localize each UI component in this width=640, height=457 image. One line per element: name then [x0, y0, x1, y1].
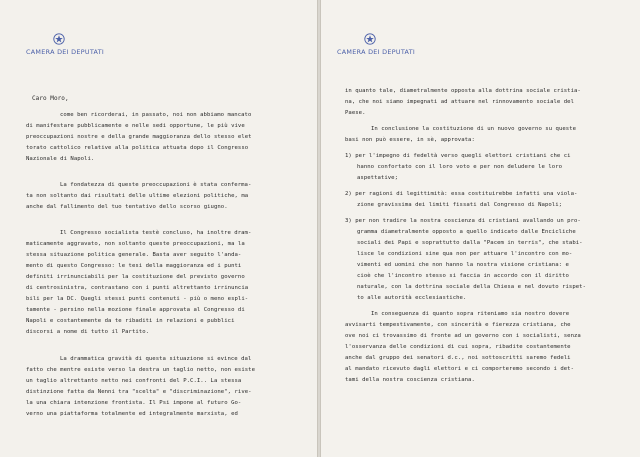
letter-line: Paese.	[345, 110, 366, 116]
letter-line: avvisarti tempestivamente, con sincerità e fierezza cristiana, che	[345, 322, 571, 328]
letter-line: fatto che mentre esiste verso la destra un taglio netto, non esiste	[26, 367, 255, 373]
letterhead-text: CAMERA DEI DEPUTATI	[337, 48, 416, 56]
letter-line: La fondatezza di queste preoccupazioni è stata conferma-	[60, 182, 252, 188]
italian-republic-emblem-icon	[364, 33, 376, 45]
letter-line: al mandato ricevuto dagli elettori e ci comporteremo secondo i det-	[345, 366, 574, 372]
letter-line: Il Congresso socialista testè concluso, ha inoltre dram-	[60, 230, 252, 236]
letter-line: naturale, con la dottrina sociale della Chiesa e nel dovuto rispet-	[357, 284, 586, 290]
letter-line: sociali dei Papi e soprattutto dalla "Pacem in terris", che stabi-	[357, 240, 583, 246]
letter-line: zione gravissima dei limiti fissati dal Congresso di Napoli;	[357, 202, 563, 208]
letter-line: 3) per non tradire la nostra coscienza di cristiani avallando un pro-	[345, 218, 581, 224]
letter-line: vimenti ed uomini che non hanno la nostra visione cristiana: e	[357, 262, 569, 268]
letter-line: tami della nostra coscienza cristiana.	[345, 377, 475, 383]
letter-line: torato cattolico relative alla politica attuata dopo il Congresso	[26, 145, 249, 151]
letter-line: l'osservanza delle condizioni di cui sopra, ribadite costantemente	[345, 344, 571, 350]
letter-line: to alle autorità ecclesiastiche.	[357, 295, 467, 301]
letter-line: ove noi ci trovassimo di fronte ad un governo con i socialisti, senza	[345, 333, 581, 339]
letter-page-left	[0, 0, 318, 457]
letter-line: ta non soltanto dai risultati delle ultime elezioni politiche, ma	[26, 193, 249, 199]
letter-line: la una chiara intenzione frontista. Il Psi impone al futuro Go-	[26, 400, 242, 406]
letter-line: cioè che l'incontro stesso si faccia in accordo con il diritto	[357, 273, 569, 279]
letter-line: La drammatica gravità di questa situazione si evince dal	[60, 356, 252, 362]
letter-line: bili per la DC. Quegli stessi punti contenuti - più o meno espli-	[26, 296, 249, 302]
letter-line: in quanto tale, diametralmente opposta alla dottrina sociale cristia-	[345, 88, 581, 94]
letter-line: verno una piattaforma totalmente ed integralmente marxista, ed	[26, 411, 238, 417]
letter-line: stessa situazione politica generale. Basta aver seguito l'anda-	[26, 252, 242, 258]
letter-line: tamente - persino nella mozione finale approvata al Congresso di	[26, 307, 245, 313]
letter-line: na, che noi siamo impegnati ad attuare nel rinnovamento sociale del	[345, 99, 574, 105]
letter-line: In conseguenza di quanto sopra riteniamo sia nostro dovere	[371, 311, 570, 317]
letter-line: Napoli e costantemente da te ribaditi in relazioni e pubblici	[26, 318, 235, 324]
letter-line: di centrosinistra, contrastano con i punti altrettanto irrinuncia	[26, 285, 249, 291]
letter-line: gramma diametralmente opposto a quello indicato dalle Encicliche	[357, 229, 576, 235]
letter-line: lisce le condizioni sine qua non per attuare l'incontro con mo-	[357, 251, 573, 257]
letter-line: maticamente aggravato, non soltanto queste preoccupazioni, ma la	[26, 241, 245, 247]
letter-line: definiti irrinunciabili per la costituzione del previsto governo	[26, 274, 245, 280]
letter-line: di manifestare pubblicamente e nelle sedi opportune, le più vive	[26, 123, 245, 129]
letter-line: come ben ricorderai, in passato, noi non abbiamo mancato	[60, 112, 252, 118]
letter-line: 2) per ragioni di legittimità: essa costituirebbe infatti una viola-	[345, 191, 578, 197]
letter-line: discorsi a nome di tutto il Partito.	[26, 329, 150, 335]
letter-line: mento di questo Congresso: le tesi della maggioranza ed i punti	[26, 263, 242, 269]
letterhead-text: CAMERA DEI DEPUTATI	[26, 48, 105, 56]
letter-line: anche dal gruppo dei senatori d.c., noi sottoscritti saremo fedeli	[345, 355, 571, 361]
letter-line: distinzione fatta da Nenni tra "scelta" e "discriminazione", rive-	[26, 389, 252, 395]
letter-line: In conclusione la costituzione di un nuovo governo su queste	[371, 126, 577, 132]
letter-line: hanno confortato con il loro voto e per non deludere le loro	[357, 164, 563, 170]
letter-line: basi non può essere, in sè, approvata:	[345, 137, 475, 143]
letter-line: anche dal fallimento del tuo tentativo dello scorso giugno.	[26, 204, 228, 210]
letter-page-right	[320, 0, 640, 457]
letter-line: aspettative;	[357, 175, 399, 181]
italian-republic-emblem-icon	[53, 33, 65, 45]
salutation: Caro Moro,	[32, 95, 69, 102]
letter-line: 1) per l'impegno di fedeltà verso quegli elettori cristiani che ci	[345, 153, 571, 159]
letter-line: Nazionale di Napoli.	[26, 156, 95, 162]
letter-line: un taglio altrettanto netto nei confronti del P.C.I.. La stessa	[26, 378, 242, 384]
letter-line: preoccupazioni nostre e della grande maggioranza dello stesso elet	[26, 134, 252, 140]
